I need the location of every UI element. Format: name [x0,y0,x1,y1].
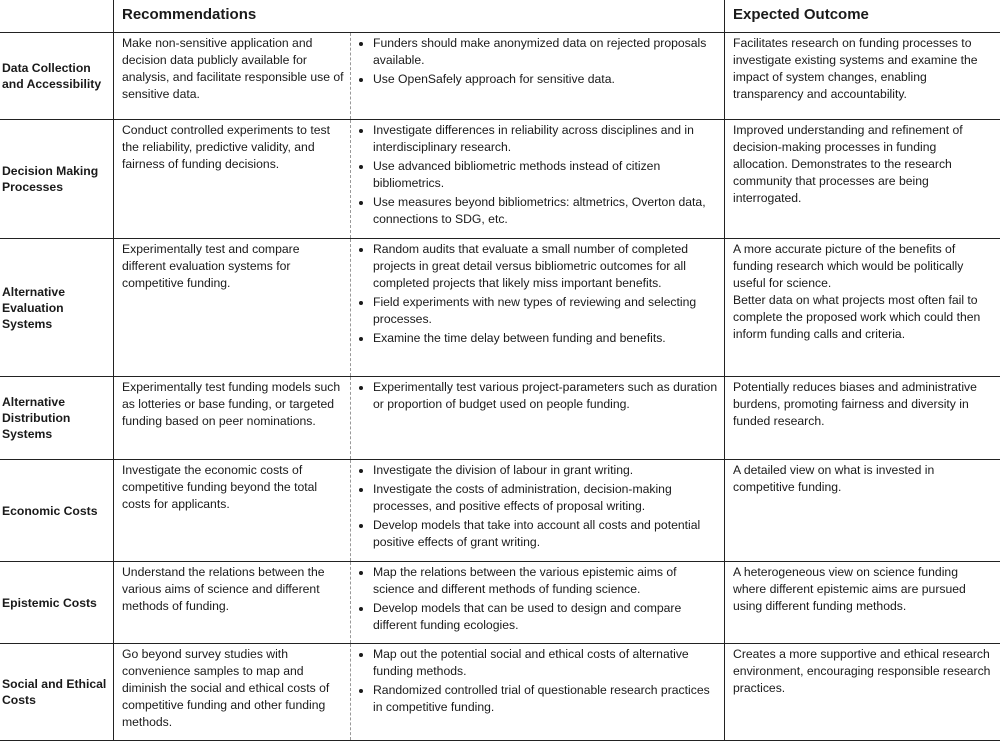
list-item: • Funders should make anonymized data on rejected proposals available. [373,35,720,69]
list-item: • Investigate differences in reliability across disciplines and in interdisciplinary research. [373,122,720,156]
list-item: • Develop models that take into account all costs and potential positive effects of grant writing. [373,517,720,551]
row-outcome: Improved understanding and refinement of decision-making processes in funding allocation. Demonstrates to the research community that processes are being interrogated. [725,120,1000,239]
details-list [351,33,724,88]
details-list [351,377,724,413]
list-item: • Randomized controlled trial of questionable research practices in competitive funding. [373,682,720,716]
list-item: • Examine the time delay between funding and benefits. [373,330,720,347]
list-item: • Use OpenSafely approach for sensitive data. [373,71,720,88]
list-item: • Map the relations between the various epistemic aims of science and different methods of funding science. [373,564,720,598]
list-item: • Map out the potential social and ethical costs of alternative funding methods. [373,646,720,680]
row-recommendation: Experimentally test and compare different evaluation systems for competitive funding. [114,239,351,377]
row-outcome: Potentially reduces biases and administrative burdens, promoting fairness and diversity in funded research. [725,377,1000,460]
row-outcome: Facilitates research on funding processes to investigate existing systems and examine the impact of system changes, enabling transparency and accountability. [725,33,1000,120]
row-details [351,33,725,120]
row-category: Epistemic Costs [0,562,114,644]
row-outcome: A heterogeneous view on science funding where different epistemic aims are pursued using different funding methods. [725,562,1000,644]
details-list [351,120,724,228]
header-expected-outcome: Expected Outcome [725,0,1000,33]
list-item: • Field experiments with new types of reviewing and selecting processes. [373,294,720,328]
details-list [351,239,724,347]
list-item: • Random audits that evaluate a small number of completed projects in great detail versus bibliometric outcomes for all completed projects that likely miss important benefits. [373,241,720,292]
row-recommendation: Experimentally test funding models such as lotteries or base funding, or targeted funding based on peer nominations. [114,377,351,460]
row-outcome: Creates a more supportive and ethical research environment, encouraging responsible research practices. [725,644,1000,741]
row-category: Alternative Distribution Systems [0,377,114,460]
row-recommendation: Go beyond survey studies with convenience samples to map and diminish the social and ethical costs of competitive funding and other funding methods. [114,644,351,741]
list-item: • Investigate the costs of administration, decision-making processes, and positive effects of proposal writing. [373,481,720,515]
list-item: • Use advanced bibliometric methods instead of citizen bibliometrics. [373,158,720,192]
row-category: Alternative Evaluation Systems [0,239,114,377]
details-list [351,644,724,716]
table-row [0,377,1000,460]
row-recommendation: Make non-sensitive application and decision data publicly available for analysis, and facilitate responsible use of sensitive data. [114,33,351,120]
row-category: Decision Making Processes [0,120,114,239]
row-details [351,460,725,562]
row-details [351,377,725,460]
row-category: Social and Ethical Costs [0,644,114,741]
row-details [351,644,725,741]
table-row [0,239,1000,377]
table-row [0,120,1000,239]
details-list [351,562,724,634]
header-category [0,0,114,33]
table-row [0,562,1000,644]
list-item: • Experimentally test various project-parameters such as duration or proportion of budget used on people funding. [373,379,720,413]
table-row [0,33,1000,120]
row-details [351,239,725,377]
table-row [0,460,1000,562]
row-recommendation: Investigate the economic costs of competitive funding beyond the total costs for applicants. [114,460,351,562]
table-row [0,644,1000,741]
row-outcome: A detailed view on what is invested in competitive funding. [725,460,1000,562]
header-row [0,0,1000,33]
row-outcome: A more accurate picture of the benefits of funding research which would be politically useful for science. Better data on what projects most often fail to complete the proposed work which could then inform funding calls and criteria. [725,239,1000,377]
list-item: • Investigate the division of labour in grant writing. [373,462,720,479]
list-item: • Use measures beyond bibliometrics: altmetrics, Overton data, connections to SDG, etc. [373,194,720,228]
row-details [351,120,725,239]
row-details [351,562,725,644]
row-recommendation: Conduct controlled experiments to test the reliability, predictive validity, and fairness of funding decisions. [114,120,351,239]
details-list [351,460,724,551]
row-recommendation: Understand the relations between the various aims of science and different methods of funding. [114,562,351,644]
list-item: • Develop models that can be used to design and compare different funding ecologies. [373,600,720,634]
header-recommendations: Recommendations [114,0,725,33]
row-category: Economic Costs [0,460,114,562]
row-category: Data Collection and Accessibility [0,33,114,120]
